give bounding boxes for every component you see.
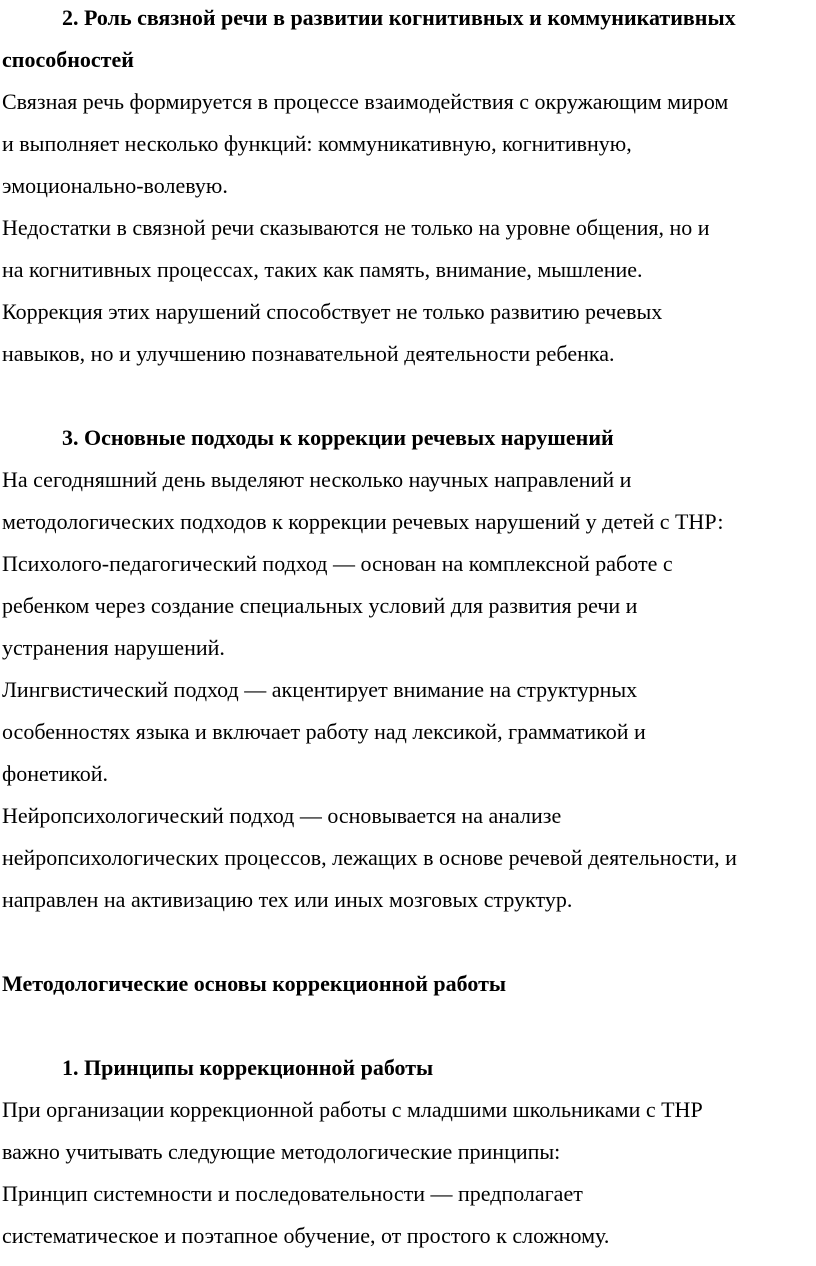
text-line: ребенком через создание специальных условий для развития речи и: [2, 593, 638, 618]
text-line: навыков, но и улучшению познавательной деятельности ребенка.: [2, 341, 615, 366]
paragraph: [2, 459, 816, 543]
text-line: способностей: [2, 47, 134, 72]
section-heading: [2, 417, 816, 459]
text-line: Коррекция этих нарушений способствует не только развитию речевых: [2, 299, 663, 324]
section-heading: [2, 0, 816, 81]
paragraph: [2, 1089, 816, 1173]
text-line: методологических подходов к коррекции речевых нарушений у детей с ТНР:: [2, 509, 724, 534]
text-line: эмоционально-волевую.: [2, 173, 228, 198]
text-line: Нейропсихологический подход — основывается на анализе: [2, 803, 562, 828]
text-line: важно учитывать следующие методологические принципы:: [2, 1139, 561, 1164]
paragraph: [2, 795, 816, 921]
text-line: особенностях языка и включает работу над лексикой, грамматикой и: [2, 719, 646, 744]
text-line: фонетикой.: [2, 761, 109, 786]
paragraph: [2, 81, 816, 207]
blank-line: [2, 1005, 816, 1047]
paragraph: [2, 669, 816, 795]
text-line: устранения нарушений.: [2, 635, 225, 660]
text-line: При организации коррекционной работы с младшими школьниками с ТНР: [2, 1097, 703, 1122]
text-line: на когнитивных процессах, таких как память, внимание, мышление.: [2, 257, 643, 282]
paragraph: [2, 291, 816, 375]
text-line: 1. Принципы коррекционной работы: [62, 1055, 434, 1080]
text-line: Лингвистический подход — акцентирует внимание на структурных: [2, 677, 638, 702]
blank-line: [2, 375, 816, 417]
text-line: Недостатки в связной речи сказываются не только на уровне общения, но и: [2, 215, 710, 240]
blank-line: [2, 921, 816, 963]
text-line: нейропсихологических процессов, лежащих в основе речевой деятельности, и: [2, 845, 737, 870]
text-line: 3. Основные подходы к коррекции речевых нарушений: [62, 425, 614, 450]
paragraph: [2, 207, 816, 291]
paragraph: [2, 1173, 816, 1257]
text-line: и выполняет несколько функций: коммуникативную, когнитивную,: [2, 131, 632, 156]
text-line: На сегодняшний день выделяют несколько научных направлений и: [2, 467, 632, 492]
section-heading: [2, 1047, 816, 1089]
text-line: систематическое и поэтапное обучение, от простого к сложному.: [2, 1223, 610, 1248]
text-line: Методологические основы коррекционной работы: [2, 971, 507, 996]
text-line: Принцип системности и последовательности — предполагает: [2, 1181, 583, 1206]
section-heading: [2, 963, 816, 1005]
text-line: направлен на активизацию тех или иных мозговых структур.: [2, 887, 573, 912]
text-line: Психолого-педагогический подход — основан на комплексной работе с: [2, 551, 673, 576]
text-line: 2. Роль связной речи в развитии когнитивных и коммуникативных: [62, 5, 736, 30]
paragraph: [2, 543, 816, 669]
text-line: Связная речь формируется в процессе взаимодействия с окружающим миром: [2, 89, 729, 114]
document-body: [2, 0, 816, 1257]
